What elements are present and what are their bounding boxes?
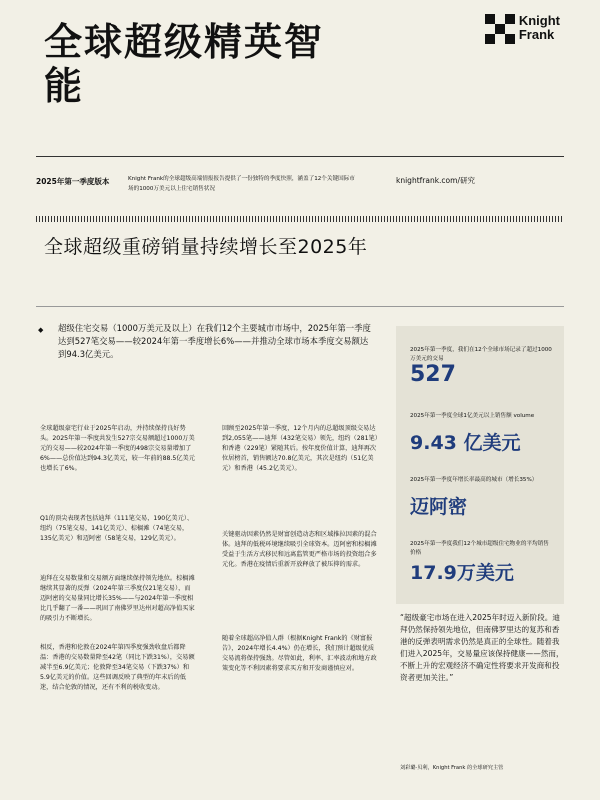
knight-frank-logo[interactable] [485,14,560,44]
lead-paragraph: 超级住宅交易（1000万美元及以上）在我们12个主要城市市场中，2025年第一季度达到527笔交易——较2024年第一季度增长6%——并推动全球市场本季度交易额达到94.3亿美元。 [58,323,371,359]
pull-quote: “超级豪宅市场在进入2025年时迈入新阶段。迪拜仍然保持领先地位，但南佛罗里达的复苏和香港的反弹表明需求仍然是真正的全球性。随着我们进入2025年，交易量应该保持健康——然而，不断上升的宏观经济不确定性将要求开发商和投资者更加关注。” [400,613,564,682]
research-link[interactable]: knightfrank.com/研究 [396,176,475,185]
dotted-divider [36,216,564,222]
headline: 全球超级重磅销量持续增长至2025年 [44,236,368,258]
stat-value: 17.9万美元 [410,562,514,584]
logo-text: Knight Frank [518,13,560,42]
body-paragraph: 全球超级豪宅行业于2025年启动，并持续保持良好势头。2025年第一季度共发生527宗交易额超过1000万美元的交易——较2024年第一季度的498宗交易量增加了6%——总价值达到94.3亿美元，较一年前的88.5亿美元也增长了6%。 [40,425,195,472]
quote-author: 刘彩璐·贝利，Knight Frank 的全球研究主管 [400,765,504,771]
report-title: 全球超级精英智能 [44,20,325,108]
body-paragraph: 相反，香港和伦敦在2024年第四季度强劲收盘后都降温：香港的交易数量降至42笔（同比下跌31%），交易额减半至6.9亿美元；伦敦降至34笔交易（下跌37%）和5.9亿美元的价值。这些回调反映了典型的年末后的低迷，结合伦敦的情况，还有不利的税收变动。 [40,644,195,691]
top-divider [36,156,564,157]
stat-label: 2025年第一季度，我们在12个全球市场记录了超过1000万美元的交易 [410,347,552,362]
headline-divider [36,306,564,307]
logo-mark-icon [485,14,515,44]
body-paragraph: 随着全球超高净值人群（根据Knight Frank的《财富报告》，2024年增长4.4%）仍在增长，我们预计超级优质交易流将保持强劲。尽管如此，利率、汇率波动和地方政策变化等不利因素将要求买方和开发商谨慎应对。 [222,635,377,672]
body-paragraph: 关键驱动因素仍然是财富创造动态和区域推拉因素的混合体。迪拜的低税环境继续吸引全球资本。迈阿密和棕榈滩受益于生活方式移民和远离监管更严格市场的投资组合多元化。香港在疫情后重新开放释放了被压抑的需求。 [222,531,377,568]
edition-label: 2025年第一季度版本 [36,177,110,186]
stat-value: 527 [410,362,456,387]
stat-label: 2025年第一季度年增长率最高的城市（增长35%） [410,477,538,483]
body-paragraph: Q1的顶尖表现者包括迪拜（111笔交易，190亿美元）、纽约（75笔交易，141亿美元）、棕榈滩（74笔交易，135亿美元）和迈阿密（58笔交易，129亿美元）。 [40,515,194,542]
stat-label: 2025年第一季度我们12个城市超级住宅物业的平均销售价格 [410,541,549,556]
bullet-icon: ◆ [38,326,44,334]
stat-label: 2025年第一季度全球1亿美元以上销售额 volume [410,413,535,419]
body-paragraph: 迪拜在交易数量和交易额方面继续保持领先地位。棕榈滩继续其显著的反弹（2024年第三季度仅21笔交易），而迈阿密的交易量同比增长35%——与2024年第一季度相比几乎翻了一番——巩固了南佛罗里达州对超高净值买家的吸引力不断增长。 [40,575,195,622]
report-description: Knight Frank的全球超级高端情报报告提供了一份独特的季度快照，涵盖了12个关键国际市场的1000万美元以上住宅销售状况 [128,176,355,192]
stat-value: 9.43 亿美元 [410,432,521,454]
body-paragraph: 回顾至2025年第一季度，12个月内的总超级顶级交易达到2,055笔——迪拜（432笔交易）领先，纽约（281笔）和香港（229笔）紧随其后。按年度价值计算，迪拜再次位居榜首，销售额达70.8亿美元，其次是纽约（51亿美元）和香港（45.2亿美元）。 [222,425,378,472]
stat-value: 迈阿密 [410,496,468,518]
